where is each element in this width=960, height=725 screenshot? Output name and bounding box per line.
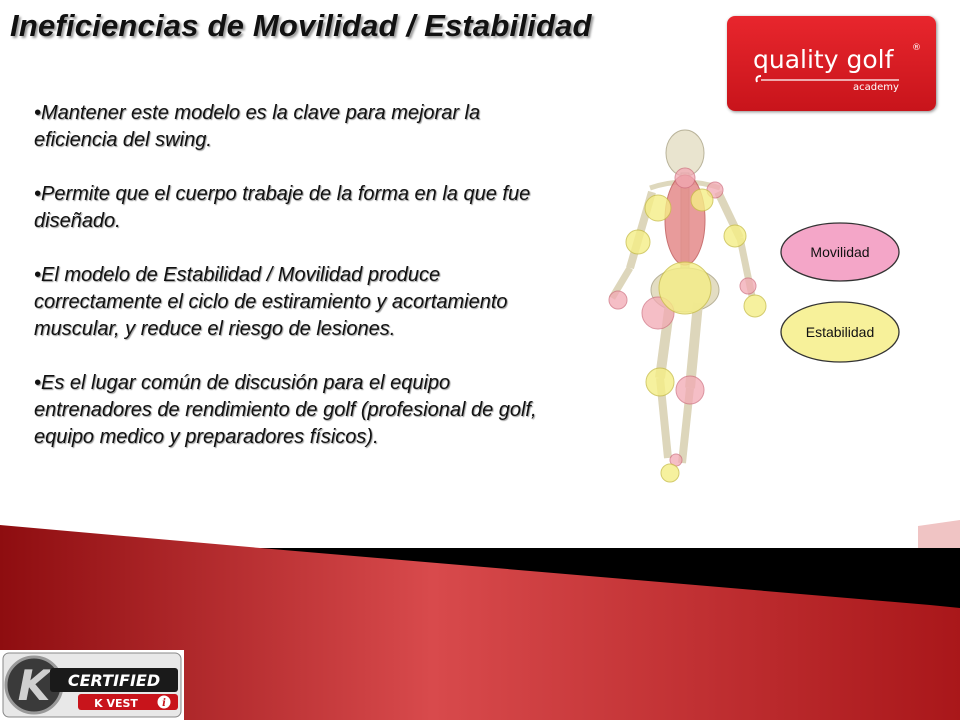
badge-certified: CERTIFIED <box>67 671 161 690</box>
logo-registered: ® <box>912 43 921 53</box>
mobility-legend-label: Movilidad <box>810 244 870 260</box>
k-vest-certified-badge <box>0 650 184 720</box>
logo-sub: academy <box>853 82 899 93</box>
badge-kvest: K VEST <box>94 697 138 710</box>
bullet-item: •Permite que el cuerpo trabaje de la forma en la que fue diseñado. <box>34 183 531 232</box>
slide-title: Ineficiencias de Movilidad / Estabilidad <box>10 8 592 43</box>
bullet-item: •Es el lugar común de discusión para el equipo entrenadores de rendimiento de golf (profesional de golf, equipo medico y preparadores físicos). <box>34 372 537 448</box>
bullet-item: •El modelo de Estabilidad / Movilidad produce correctamente el ciclo de estiramiento y acortamiento muscular, y reduce el riesgo de lesiones. <box>34 264 508 340</box>
stability-legend-label: Estabilidad <box>805 324 875 340</box>
info-icon-glyph: i <box>162 698 166 709</box>
pink-corner <box>918 520 960 548</box>
k-vest-badge-graphic <box>0 650 184 720</box>
bullet-item: •Mantener este modelo es la clave para mejorar la eficiencia del swing. <box>34 102 481 151</box>
logo-name: quality golf <box>753 45 894 74</box>
badge-letter: K <box>17 661 51 710</box>
